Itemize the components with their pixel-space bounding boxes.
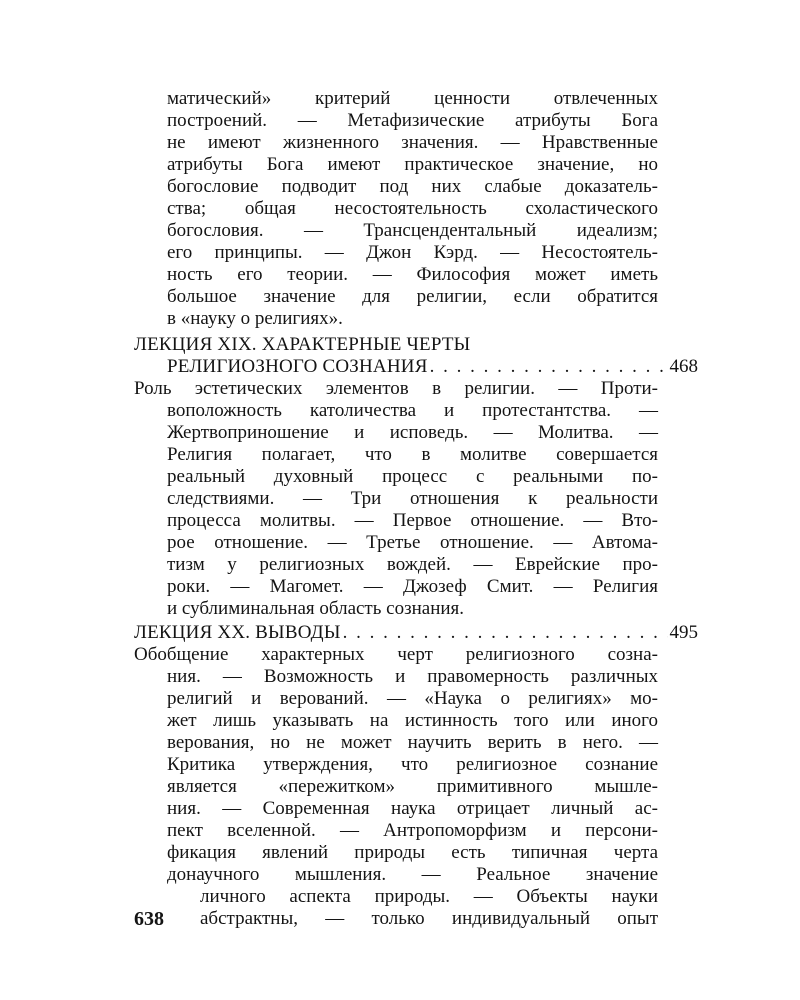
page-number: 638: [134, 908, 164, 930]
lecture19-heading: ЛЕКЦИЯ XIX. ХАРАКТЕРНЫЕ ЧЕРТЫ: [134, 334, 471, 355]
text-line: Религия полагает, что в молитве совершается: [167, 444, 658, 465]
text-line: Обобщение характерных черт религиозного созна-: [134, 644, 658, 665]
text-line: ния. — Возможность и правомерность различных: [167, 666, 658, 687]
text-line: ства; общая несостоятельность схоластического: [167, 198, 658, 219]
text-line: процесса молитвы. — Первое отношение. — Вто-: [167, 510, 658, 531]
text-line: не имеют жизненного значения. — Нравственные: [167, 132, 658, 153]
lecture19-toc-entry[interactable]: [167, 356, 698, 378]
text-line: атрибуты Бога имеют практическое значение, но: [167, 154, 658, 175]
text-line: большое значение для религии, если обратится: [167, 286, 658, 307]
text-line: матический» критерий ценности отвлеченных: [167, 88, 658, 109]
lecture20-page-number: 495: [669, 622, 698, 643]
text-line: религий и верований. — «Наука о религиях» мо-: [167, 688, 658, 709]
text-line: в «науку о религиях».: [167, 308, 343, 329]
text-line: ность его теории. — Философия может иметь: [167, 264, 658, 285]
leader-dots: [343, 622, 668, 644]
text-line: следствиями. — Три отношения к реальности: [167, 488, 658, 509]
text-line: является «пережитком» примитивного мышле-: [167, 776, 658, 797]
text-line: и сублиминальная область сознания.: [167, 598, 465, 619]
lecture19-heading-cont: РЕЛИГИОЗНОГО СОЗНАНИЯ: [167, 356, 428, 377]
text-line: роки. — Магомет. — Джозеф Смит. — Религия: [167, 576, 658, 597]
text-line: личного аспекта природы. — Объекты науки: [200, 886, 658, 907]
text-line: Критика утверждения, что религиозное сознание: [167, 754, 658, 775]
leader-dots: [430, 356, 668, 378]
text-line: воположность католичества и протестантства. —: [167, 400, 658, 421]
text-line: фикация явлений природы есть типичная черта: [167, 842, 658, 863]
text-line: донаучного мышления. — Реальное значение: [167, 864, 658, 885]
text-line: пект вселенной. — Антропоморфизм и персони-: [167, 820, 658, 841]
text-line: реальный духовный процесс с реальными по-: [167, 466, 658, 487]
text-line: ния. — Современная наука отрицает личный ас-: [167, 798, 658, 819]
text-line: Роль эстетических элементов в религии. — Проти-: [134, 378, 658, 399]
text-line: его принципы. — Джон Кэрд. — Несостоятель-: [167, 242, 658, 263]
lecture20-toc-entry[interactable]: [134, 622, 698, 644]
text-line: богословия. — Трансцендентальный идеализм;: [167, 220, 658, 241]
text-line: построений. — Метафизические атрибуты Бога: [167, 110, 658, 131]
text-line: верования, но не может научить верить в него. —: [167, 732, 658, 753]
lecture20-heading: ЛЕКЦИЯ XX. ВЫВОДЫ: [134, 622, 341, 643]
lecture19-page-number: 468: [669, 356, 698, 377]
text-line: жет лишь указывать на истинность того или иного: [167, 710, 658, 731]
text-line: тизм у религиозных вождей. — Еврейские про-: [167, 554, 658, 575]
text-line: рое отношение. — Третье отношение. — Автома-: [167, 532, 658, 553]
text-line: абстрактны, — только индивидуальный опыт: [200, 908, 658, 929]
text-line: богословие подводит под них слабые доказатель-: [167, 176, 658, 197]
text-line: Жертвоприношение и исповедь. — Молитва. —: [167, 422, 658, 443]
